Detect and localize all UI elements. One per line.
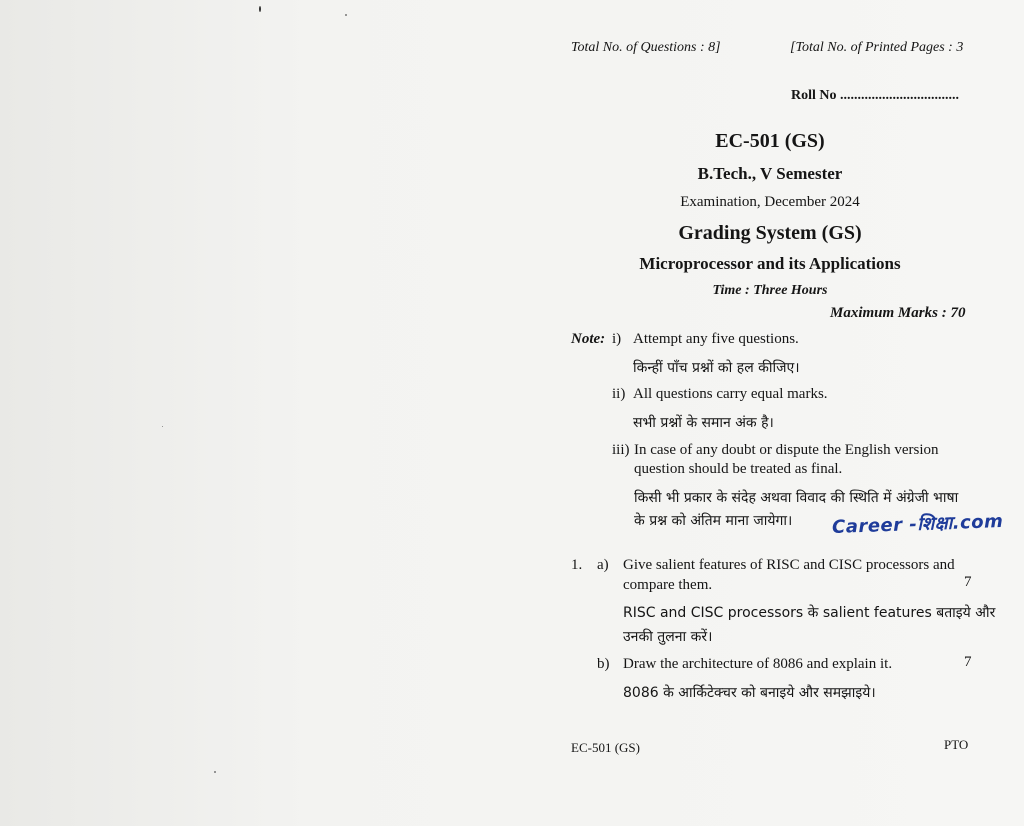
- question-marks: 7: [964, 654, 972, 670]
- question-marks: 7: [964, 574, 972, 590]
- question-part-label: b): [597, 656, 610, 672]
- question-text: Give salient features of RISC and CISC processors and: [623, 557, 955, 573]
- note-item-english: In case of any doubt or dispute the English version: [634, 442, 939, 458]
- exam-session: Examination, December 2024: [680, 194, 860, 210]
- grading-system: Grading System (GS): [678, 222, 862, 244]
- ink-speck: [259, 6, 261, 12]
- note-item-english: All questions carry equal marks.: [633, 386, 828, 402]
- roll-no-field: Roll No ..................................: [791, 88, 959, 103]
- website-watermark: Career -शिक्षा.com: [831, 511, 1004, 538]
- note-item-number: i): [612, 331, 622, 347]
- note-label: Note:: [571, 331, 606, 347]
- question-text-hindi: RISC and CISC processors के salient features बताइये और: [623, 605, 996, 621]
- note-item-hindi: सभी प्रश्नों के समान अंक है।: [633, 415, 774, 431]
- note-item-number: iii): [612, 442, 630, 458]
- note-item-english: question should be treated as final.: [634, 461, 843, 477]
- footer-paper-code: EC-501 (GS): [571, 740, 640, 755]
- paper-code: EC-501 (GS): [715, 130, 825, 152]
- question-text-hindi: 8086 के आर्किटेक्चर को बनाइये और समझाइये।: [623, 685, 876, 701]
- ink-speck: [345, 14, 347, 16]
- total-questions: Total No. of Questions : 8]: [571, 40, 721, 55]
- maximum-marks: Maximum Marks : 70: [830, 305, 966, 321]
- question-part-label: a): [597, 557, 609, 573]
- note-item-hindi: किन्हीं पाँच प्रश्नों को हल कीजिए।: [633, 360, 800, 376]
- note-item-number: ii): [612, 386, 626, 402]
- question-text: Draw the architecture of 8086 and explain it.: [623, 656, 893, 672]
- question-number: 1.: [571, 557, 583, 573]
- note-item-english: Attempt any five questions.: [633, 331, 799, 347]
- question-text-hindi: उनकी तुलना करें।: [623, 629, 713, 645]
- exam-duration: Time : Three Hours: [712, 283, 828, 298]
- footer-pto: PTO: [944, 737, 969, 752]
- subject-name: Microprocessor and its Applications: [639, 254, 901, 273]
- question-text: compare them.: [623, 577, 713, 593]
- ink-speck: [162, 426, 163, 427]
- total-pages: [Total No. of Printed Pages : 3: [790, 40, 964, 55]
- ink-speck: [214, 771, 216, 773]
- note-item-hindi: किसी भी प्रकार के संदेह अथवा विवाद की स्थिति में अंग्रेजी भाषा: [634, 490, 959, 506]
- course-name: B.Tech., V Semester: [697, 164, 843, 183]
- note-item-hindi: के प्रश्न को अंतिम माना जायेगा।: [634, 513, 793, 529]
